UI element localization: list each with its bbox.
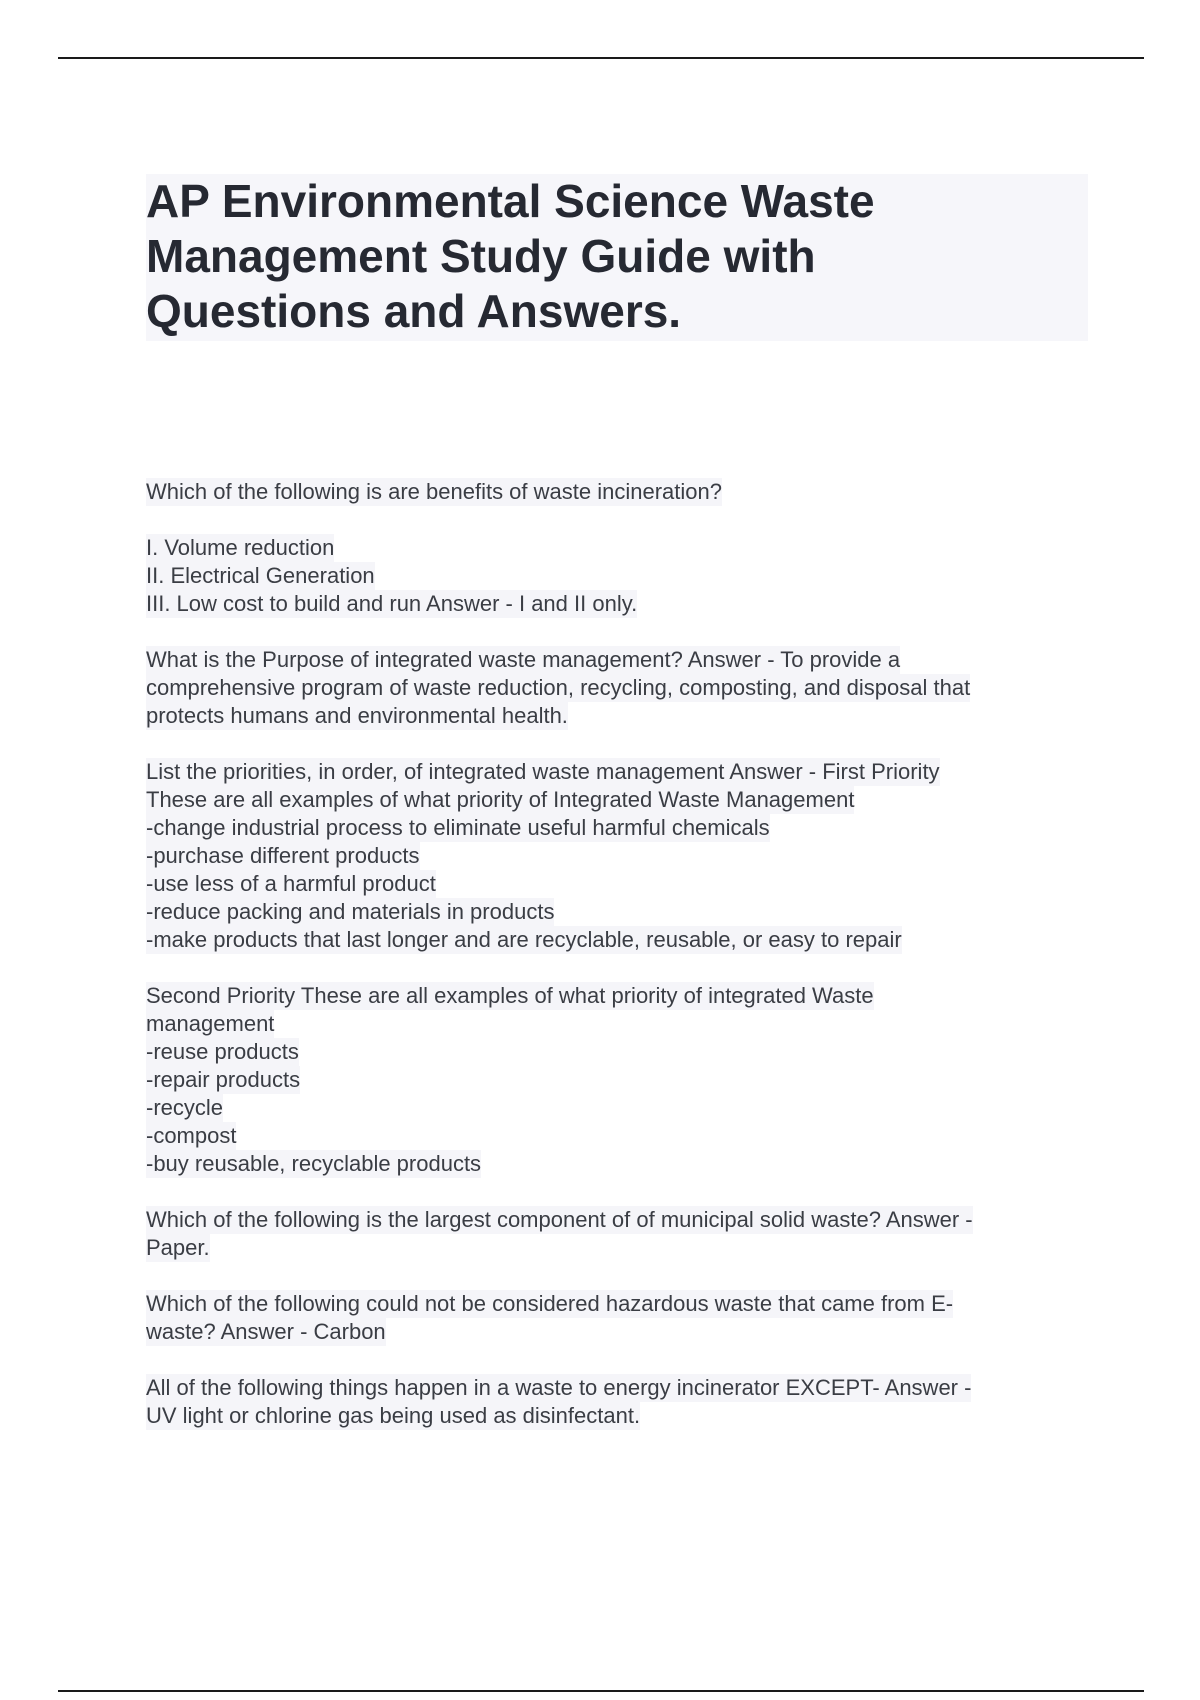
text-line: management — [146, 1011, 275, 1036]
text-line: Paper. — [146, 1235, 210, 1260]
text-line: -compost — [146, 1123, 237, 1148]
text-line: III. Low cost to build and run Answer - I and II only. — [146, 591, 638, 616]
text-line: These are all examples of what priority of Integrated Waste Management — [146, 787, 855, 812]
text-line: Which of the following is the largest component of of municipal solid waste? Answer - — [146, 1207, 973, 1232]
top-rule — [58, 57, 1144, 59]
text-line: -buy reusable, recyclable products — [146, 1151, 482, 1176]
title-line: Questions and Answers. — [146, 285, 682, 337]
text-line: comprehensive program of waste reduction, recycling, composting, and disposal that — [146, 675, 971, 700]
text-line: What is the Purpose of integrated waste management? Answer - To provide a — [146, 647, 901, 672]
bottom-rule — [58, 1690, 1144, 1692]
text-line: protects humans and environmental health. — [146, 703, 568, 728]
question-paragraph — [146, 1290, 1086, 1346]
question-paragraph — [146, 1374, 1086, 1430]
text-line: UV light or chlorine gas being used as disinfectant. — [146, 1403, 641, 1428]
question-paragraph — [146, 758, 1086, 954]
question-paragraph — [146, 478, 1086, 506]
text-line: -reuse products — [146, 1039, 299, 1064]
question-paragraph — [146, 982, 1086, 1178]
title-block — [146, 174, 1088, 341]
page-title — [146, 174, 1088, 339]
text-line: -make products that last longer and are recyclable, reusable, or easy to repair — [146, 927, 902, 952]
text-line: -recycle — [146, 1095, 224, 1120]
title-line: AP Environmental Science Waste — [146, 175, 875, 227]
question-paragraph — [146, 646, 1086, 730]
document-body — [146, 478, 1086, 1458]
text-line: waste? Answer - Carbon — [146, 1319, 386, 1344]
text-line: -reduce packing and materials in products — [146, 899, 555, 924]
title-line: Management Study Guide with — [146, 230, 816, 282]
text-line: II. Electrical Generation — [146, 563, 375, 588]
text-line: All of the following things happen in a waste to energy incinerator EXCEPT- Answer - — [146, 1375, 972, 1400]
text-line: Which of the following is are benefits of waste incineration? — [146, 479, 722, 504]
text-line: -change industrial process to eliminate useful harmful chemicals — [146, 815, 770, 840]
question-paragraph — [146, 1206, 1086, 1262]
text-line: -repair products — [146, 1067, 301, 1092]
text-line: Which of the following could not be considered hazardous waste that came from E- — [146, 1291, 954, 1316]
answer-list — [146, 534, 1086, 618]
text-line: Second Priority These are all examples of what priority of integrated Waste — [146, 983, 874, 1008]
text-line: I. Volume reduction — [146, 535, 335, 560]
text-line: -use less of a harmful product — [146, 871, 436, 896]
text-line: List the priorities, in order, of integrated waste management Answer - First Priority — [146, 759, 940, 784]
text-line: -purchase different products — [146, 843, 420, 868]
